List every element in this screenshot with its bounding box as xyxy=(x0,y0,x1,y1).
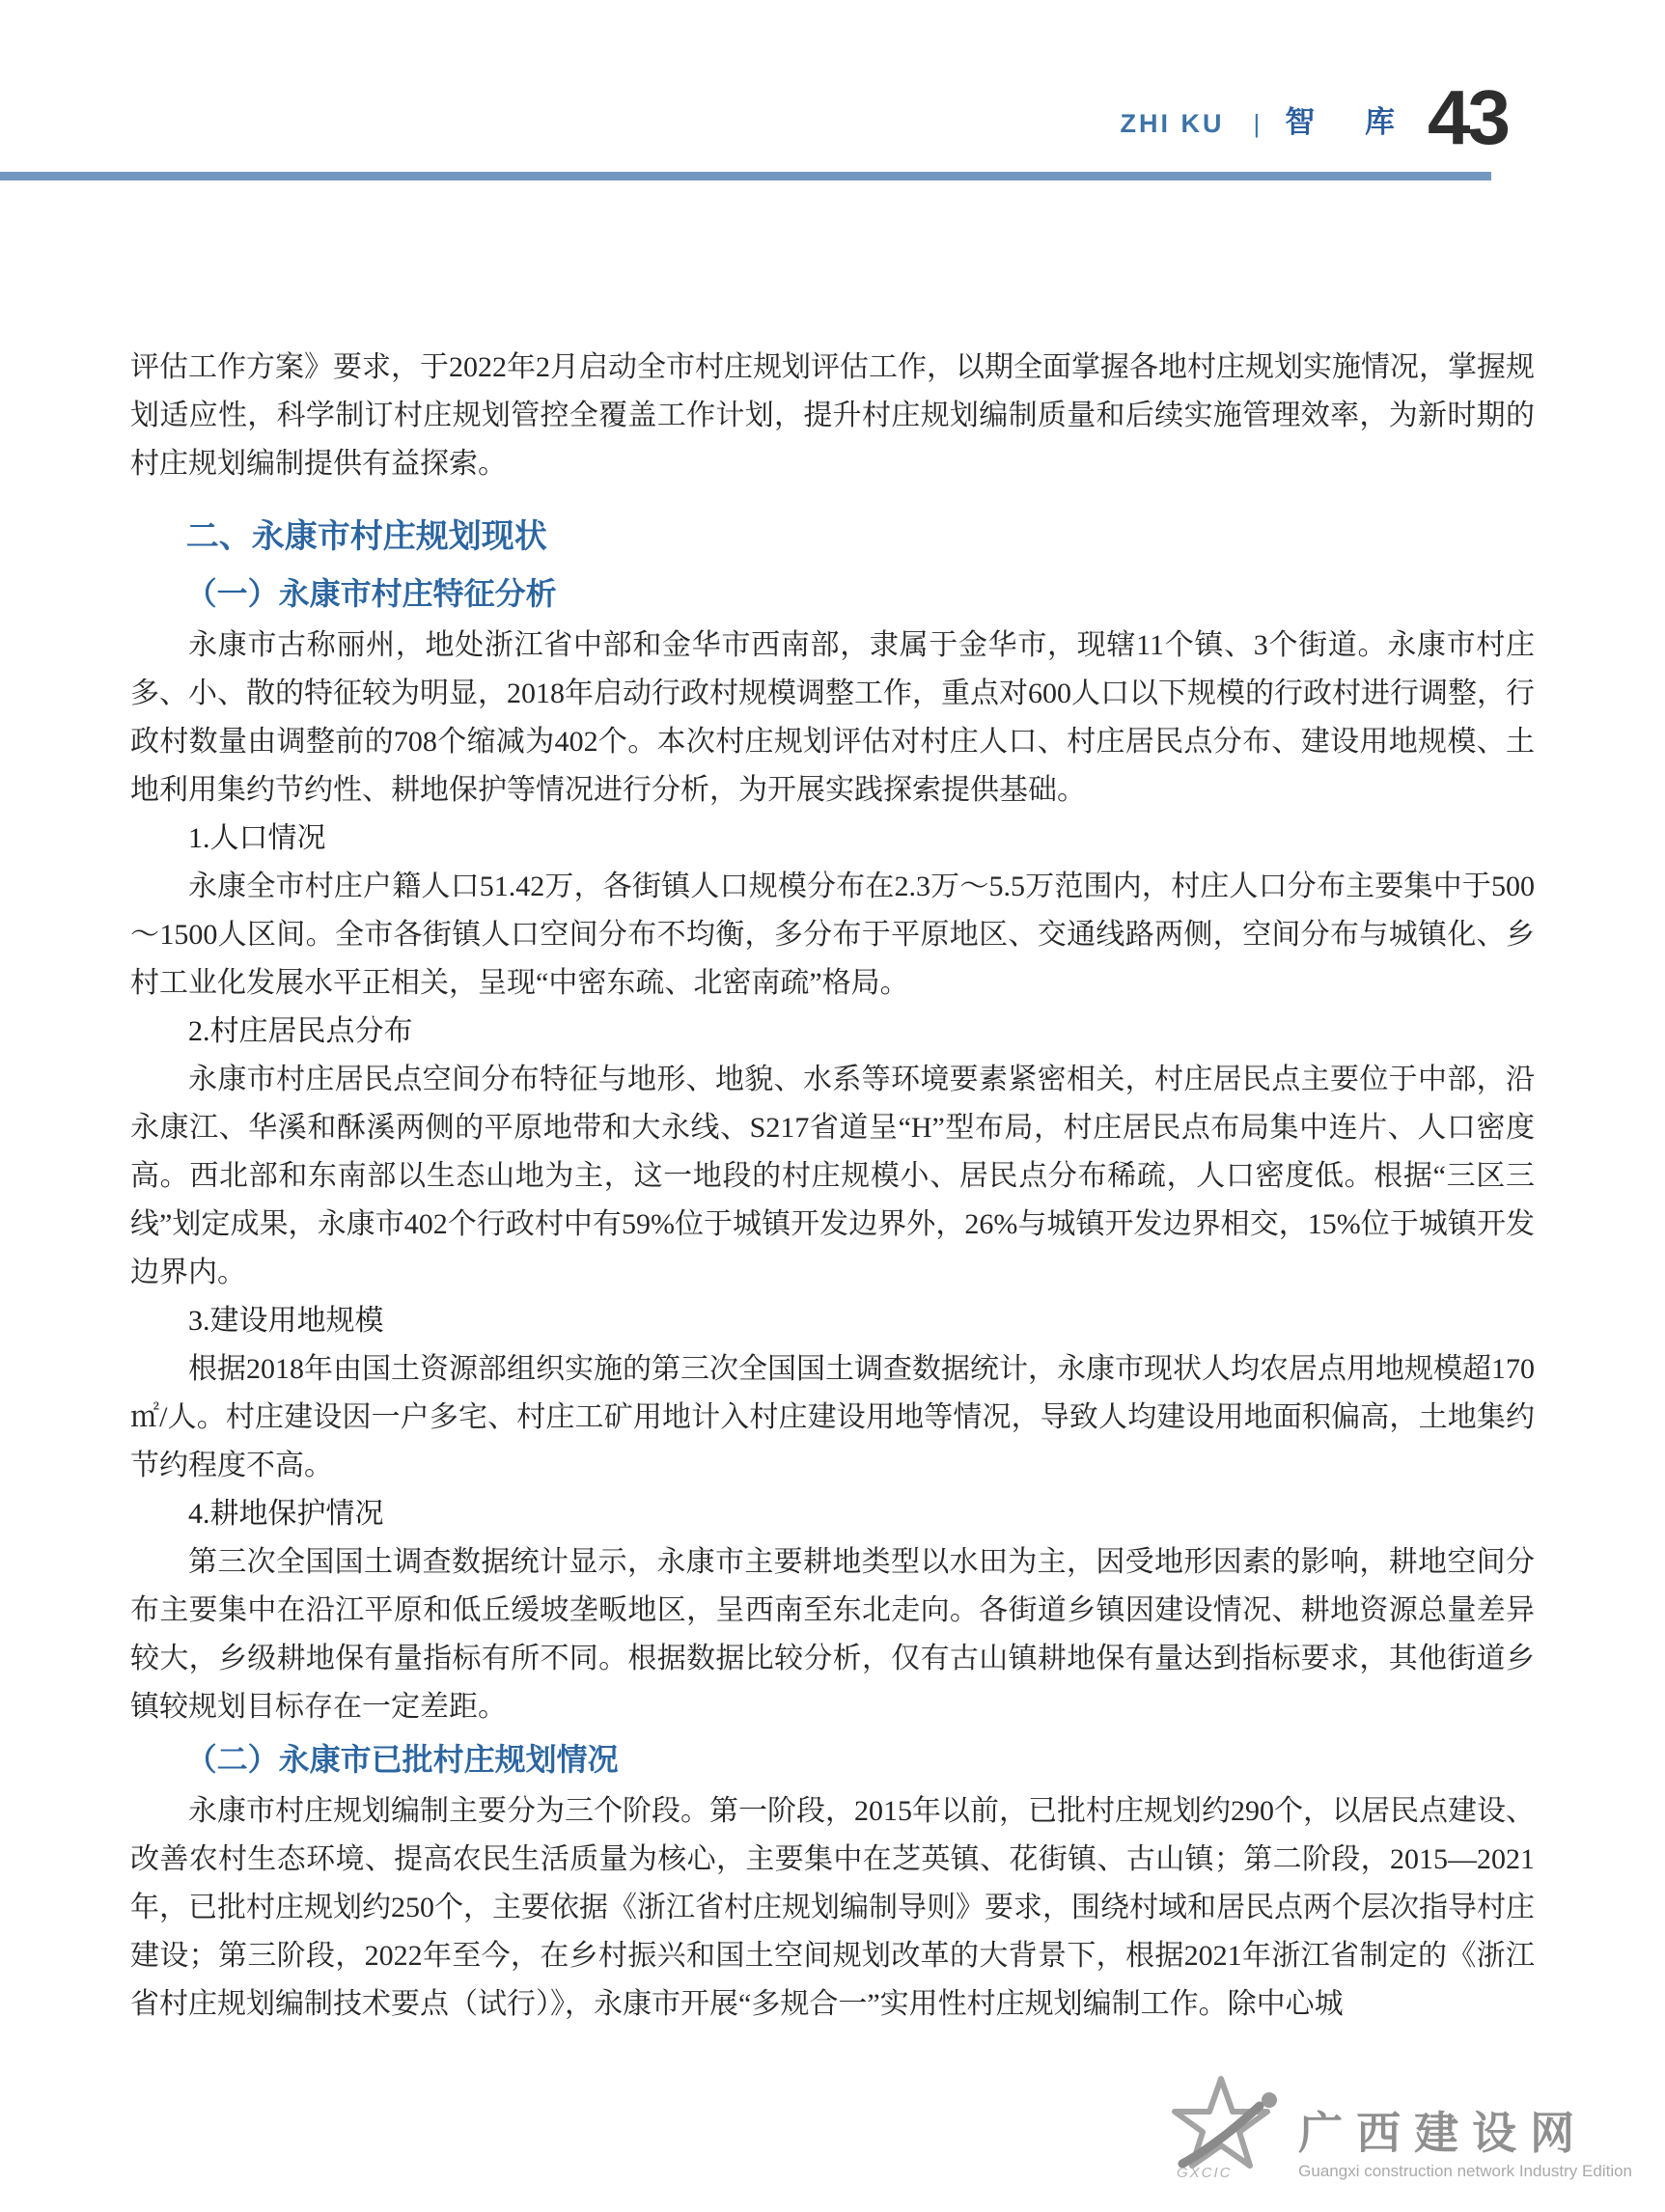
item-heading-2: 2.村庄居民点分布 xyxy=(188,1015,413,1047)
publisher-logo xyxy=(1161,2071,1632,2187)
item-heading-1: 1.人口情况 xyxy=(188,822,326,854)
item-heading-4: 4.耕地保护情况 xyxy=(188,1498,384,1530)
publisher-name-en: Guangxi construction network Industry Edition xyxy=(1298,2162,1632,2180)
paragraph: 永康市村庄居民点空间分布特征与地形、地貌、水系等环境要素紧密相关，村庄居民点主要位于中部，沿永康江、华溪和酥溪两侧的平原地带和大永线、S217省道呈“H”型布局，村庄居民点布局集中连片、人口密度高。西北部和东南部以生态山地为主，这一地段的村庄规模小、居民点分布稀疏，人口密度低。根据“三区三线”划定成果，永康市402个行政村中有59%位于城镇开发边界外，26%与城镇开发边界相交，15%位于城镇开发边界内。 xyxy=(130,1064,1535,1288)
paragraph: 第三次全国国土调查数据统计显示，永康市主要耕地类型以水田为主，因受地形因素的影响，耕地空间分布主要集中在沿江平原和低丘缓坡垄畈地区，呈西南至东北走向。各街道乡镇因建设情况、耕地资源总量差异较大，乡级耕地保有量指标有所不同。根据数据比较分析，仅有古山镇耕地保有量达到指标要求，其他街道乡镇较规划目标存在一定差距。 xyxy=(130,1546,1535,1723)
section-heading: 二、永康市村庄规划现状 xyxy=(185,518,547,555)
page-number: 43 xyxy=(1428,74,1508,160)
paragraph: 永康市村庄规划编制主要分为三个阶段。第一阶段，2015年以前，已批村庄规划约290个，以居民点建设、改善农村生态环境、提高农民生活质量为核心，主要集中在芝英镇、花街镇、古山镇；第二阶段，2015—2021年，已批村庄规划约250个，主要依据《浙江省村庄规划编制导则》要求，围绕村域和居民点两个层次指导村庄建设；第三阶段，2022年至今，在乡村振兴和国土空间规划改革的大背景下，根据2021年浙江省制定的《浙江省村庄规划编制技术要点（试行）》，永康市开展“多规合一”实用性村庄规划编制工作。除中心城 xyxy=(130,1795,1535,2020)
paragraph: 永康全市村庄户籍人口51.42万，各街镇人口规模分布在2.3万～5.5万范围内，村庄人口分布主要集中于500～1500人区间。全市各街镇人口空间分布不均衡，多分布于平原地区、交通线路两侧，空间分布与城镇化、乡村工业化发展水平正相关，呈现“中密东疏、北密南疏”格局。 xyxy=(130,871,1535,999)
gxcic-star-icon xyxy=(1161,2071,1285,2187)
subsection-heading-2: （二）永康市已批村庄规划情况 xyxy=(185,1742,619,1777)
journal-name-cn: 智 库 xyxy=(1285,105,1417,139)
article-body xyxy=(130,0,1535,2029)
gxcic-abbr-text: GXCIC xyxy=(1177,2165,1233,2181)
publisher-logo-text xyxy=(1298,2110,1632,2187)
item-heading-3: 3.建设用地规模 xyxy=(188,1305,384,1337)
header-separator: | xyxy=(1253,109,1261,138)
subsection-heading-1: （一）永康市村庄特征分析 xyxy=(185,576,557,611)
paragraph-continuation: 评估工作方案》要求，于2022年2月启动全市村庄规划评估工作，以期全面掌握各地村庄规划实施情况，掌握规划适应性，科学制订村庄规划管控全覆盖工作计划，提升村庄规划编制质量和后续实施管理效率，为新时期的村庄规划编制提供有益探索。 xyxy=(130,351,1535,480)
journal-name-en: ZHI KU xyxy=(1120,109,1225,138)
publisher-name-cn: 广西建设网 xyxy=(1298,2109,1589,2158)
paragraph: 永康市古称丽州，地处浙江省中部和金华市西南部，隶属于金华市，现辖11个镇、3个街道。永康市村庄多、小、散的特征较为明显，2018年启动行政村规模调整工作，重点对600人口以下规模的行政村进行调整，行政村数量由调整前的708个缩减为402个。本次村庄规划评估对村庄人口、村庄居民点分布、建设用地规模、土地利用集约节约性、耕地保护等情况进行分析，为开展实践探索提供基础。 xyxy=(130,629,1535,806)
paragraph: 根据2018年由国土资源部组织实施的第三次全国国土调查数据统计，永康市现状人均农居点用地规模超170㎡/人。村庄建设因一户多宅、村庄工矿用地计入村庄建设用地等情况，导致人均建设用地面积偏高，土地集约节约程度不高。 xyxy=(130,1353,1535,1481)
